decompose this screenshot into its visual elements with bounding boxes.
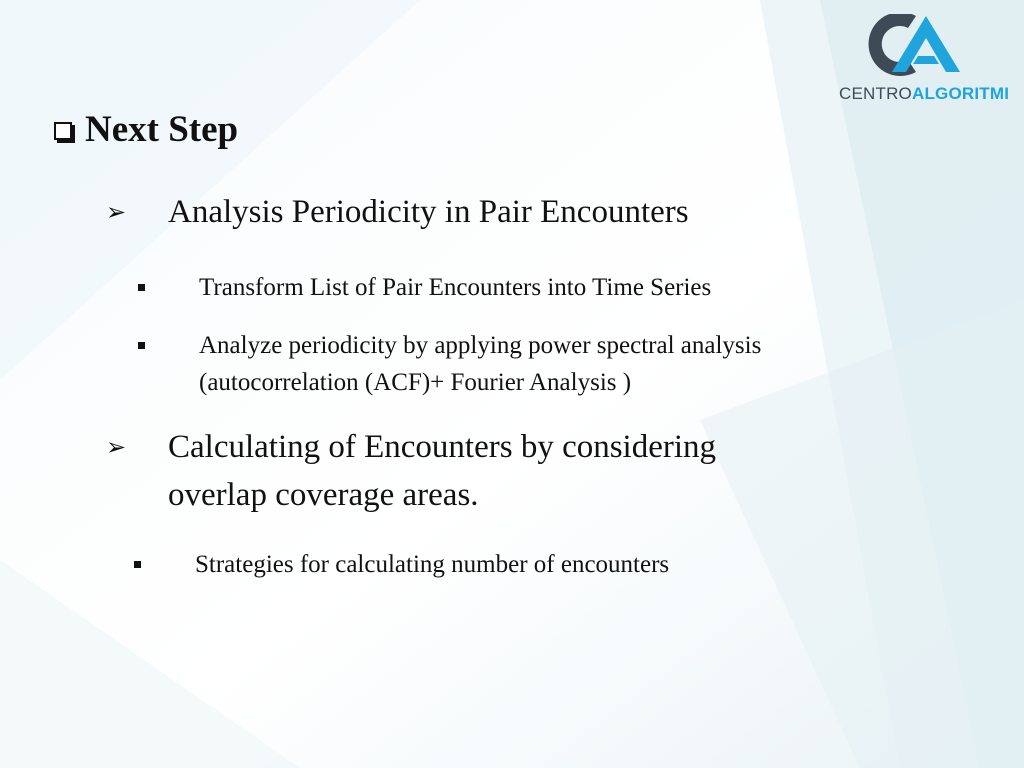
square-bullet-icon <box>138 284 145 291</box>
section-2-title-line-2: overlap coverage areas. <box>168 477 479 513</box>
checkbox-bullet-icon <box>54 122 72 140</box>
sub-bullet-1-text: Transform List of Pair Encounters into Time Series <box>199 274 712 301</box>
section-2-title-line-1: Calculating of Encounters by considering <box>168 429 717 465</box>
arrow-bullet-icon: ➢ <box>106 198 127 226</box>
logo-text-centro: CENTRO <box>839 84 912 103</box>
logo-wordmark <box>839 84 1009 104</box>
section-1-title: Analysis Periodicity in Pair Encounters <box>168 194 689 230</box>
slide-title: Next Step <box>85 109 239 150</box>
square-bullet-icon <box>138 342 145 349</box>
sub-bullet-2-text-line-1: Analyze periodicity by applying power spectral analysis <box>199 332 762 359</box>
arrow-bullet-icon: ➢ <box>106 433 127 461</box>
slide-heading <box>54 108 238 151</box>
sub-bullet-2-text-line-2: (autocorrelation (ACF)+ Fourier Analysis ) <box>199 369 632 396</box>
square-bullet-icon <box>134 561 141 568</box>
sub-bullet-3-text: Strategies for calculating number of encounters <box>195 551 670 578</box>
logo-text-algoritmi: ALGORITMI <box>911 84 1010 103</box>
